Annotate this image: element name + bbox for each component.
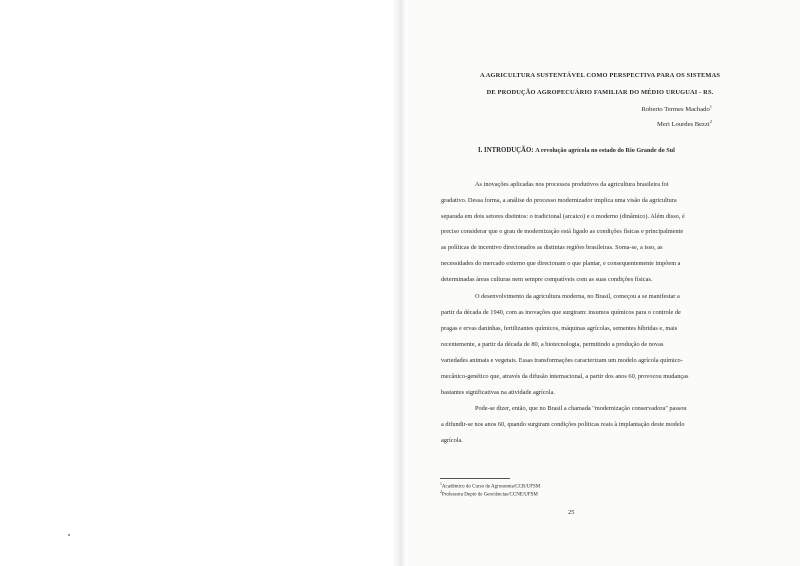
page-number: 25 [568, 509, 575, 516]
body-line-11: recentemente, a partir da década de 80, a biotecnologia, permitindo a produção de novas [441, 341, 664, 348]
footnote-1-text: Acadêmico do Curso de Agronomia/CCR/UFSM [441, 484, 541, 490]
body-line-14: bastantes significativas na atividade agrícola. [441, 389, 555, 396]
body-line-5: as políticas de incentivo direcionados as distintas regiões brasileiras. Soma-se, a isso, as [441, 244, 663, 251]
body-line-10: pragas e ervas daninhas, fertilizantes químicos, máquinas agrícolas, sementes híbridas e, mais [441, 325, 678, 332]
title-line-1: A AGRICULTURA SUSTENTÁVEL COMO PERSPECTIVA PARA OS SISTEMAS [479, 72, 721, 79]
body-line-15: Pode-se dizer, então, que no Brasil a chamada "modernização conservadora" passou [475, 405, 687, 412]
author-2-footnote-mark: 2 [709, 119, 712, 124]
author-2 [657, 119, 712, 128]
title-line-2: DE PRODUÇÃO AGROPECUÁRIO FAMILIAR DO MÉDIO URUGUAI - RS. [486, 89, 714, 96]
body-line-3: separada em dois setores distintos: o tradicional (arcaico) e o moderno (dinâmico). Além disso, é [441, 213, 685, 220]
body-line-13: mecânico-genético que, através da difusão internacional, a partir dos anos 60, provocou mudanças [441, 373, 689, 380]
body-line-2: gradativo. Dessa forma, a análise do processo modernizador implica uma visão da agricultura [441, 197, 677, 204]
author-1-name: Roberto Termes Machado [641, 106, 710, 114]
book-gutter [392, 0, 408, 566]
footnote-2-mark: 2 [440, 490, 442, 494]
body-line-1: As inovações aplicadas nos processos produtivos da agricultura brasileira foi [475, 181, 669, 188]
body-line-17: agrícola. [441, 437, 463, 444]
footnote-2 [440, 490, 538, 498]
body-line-6: necessidades do mercado externo que direcionam o que plantar, e consequentemente impõem a [441, 260, 681, 267]
section-heading [478, 147, 675, 154]
scan-speck [68, 534, 70, 536]
body-line-7: determinadas áreas culturas nem sempre compatíveis com as suas condições físicas. [441, 276, 653, 283]
body-line-8: O desenvolvimento da agricultura moderna, no Brasil, começou a se manifestar a [475, 293, 680, 300]
section-number-title: I. INTRODUÇÃO: [478, 147, 534, 154]
body-line-12: variedades animais e vegetais. Essas transformações caracterizam um modelo agrícola químico- [441, 357, 683, 364]
author-2-name: Meri Lourdes Bezzi [657, 121, 710, 129]
body-line-4: preciso considerar que o grau de modernização está ligado as condições físicas e principalmente [441, 228, 684, 235]
author-1 [641, 104, 712, 113]
body-line-16: a difundir-se nos anos 60, quando surgiram condições políticas reais à implantação deste modelo [441, 421, 685, 428]
body-line-9: partir da década de 1940, com as inovações que surgiram: insumos químicos para o controle de [441, 309, 681, 316]
footnote-rule [440, 478, 510, 479]
footnote-1-mark: 1 [440, 482, 442, 486]
footnote-1 [440, 482, 540, 490]
section-subtitle: A revolução agrícola no estado do Rio Grande do Sul [535, 147, 675, 154]
footnote-2-text: Professora Depto de Geociências/CCNE/UFSM [441, 492, 538, 498]
author-1-footnote-mark: 1 [709, 104, 712, 109]
